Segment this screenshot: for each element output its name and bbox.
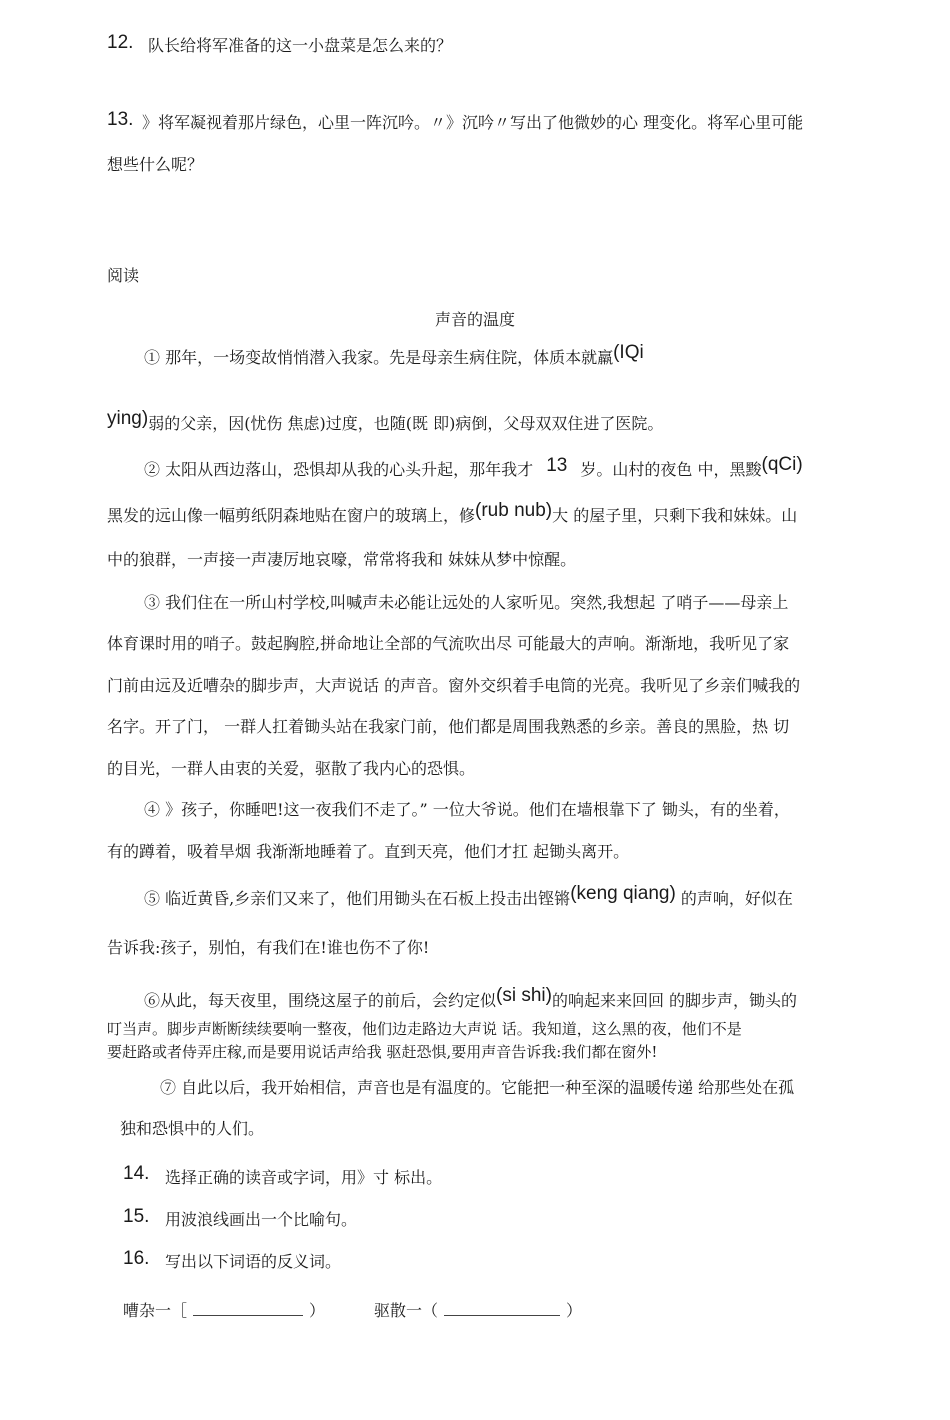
paragraph-2-line-1 [144,454,803,480]
paragraph-1-text-b: 弱的父亲，因(忧伤 焦虑)过度，也随(既 即)病倒，父母双双住进了医院。 [148,414,664,433]
paragraph-6-line-3: 要赶路或者侍弄庄稼,而是要用说话声给我 驱赶恐惧,要用声音告诉我:我们都在窗外! [107,1043,658,1061]
paragraph-5-line-2: 告诉我:孩子，别怕，有我们在!谁也伤不了你! [107,938,430,957]
paragraph-6-line-1 [144,985,798,1011]
paragraph-6-text-b: 的响起来来回回 的脚步声，锄头的 [551,991,798,1010]
paragraph-2-text-c: 黑发的远山像一幅剪纸阴森地贴在窗户的玻璃上，修 [107,506,476,525]
pinyin-sishi: (si shi) [496,985,552,1006]
paragraph-3-line-1: ③ 我们住在一所山村学校,叫喊声未必能让远处的人家听见。突然,我想起 了哨子——母亲上 [144,593,789,612]
paragraph-3-line-2: 体育课时用的哨子。鼓起胸腔,拼命地让全部的气流吹出尽 可能最大的声响。渐渐地，我听见了家 [107,634,790,653]
paragraph-1-line-2 [107,408,664,434]
paragraph-5-text-a: ⑤ 临近黄昏,乡亲们又来了，他们用锄头在石板上投击出铿锵 [144,889,571,908]
paragraph-2-line-3: 中的狼群，一声接一声凄厉地哀嚎，常常将我和 妹妹从梦中惊醒。 [107,550,577,569]
paragraph-2-text-d: 大 的屋子里，只剩下我和妹妹。山 [552,506,798,525]
pinyin-lei-part1: (IQi [613,342,644,363]
question-number-15: 15. [123,1206,150,1227]
pinyin-lei-part2: ying) [107,408,149,429]
antonym-a-label: 嘈杂一［ [123,1301,188,1320]
antonym-b-close: ） [566,1301,583,1320]
question-13-text-line2: 想些什么呢？ [107,155,204,174]
paragraph-2-text-b: 岁。山村的夜色 中，黑黢 [580,460,762,479]
article-title: 声音的温度 [434,310,515,329]
paragraph-3-line-4: 名字。开了门， 一群人扛着锄头站在我家门前，他们都是周围我熟悉的乡亲。善良的黑脸，热 切 [107,717,790,736]
paragraph-2-line-2 [107,500,798,526]
antonym-item-a [123,1301,325,1321]
section-label: 阅读 [107,266,140,285]
antonym-a-close: ） [309,1301,326,1320]
pinyin-qu: (qCi) [761,454,803,475]
paragraph-3-line-3: 门前由远及近嘈杂的脚步声，大声说话 的声音。窗外交织着手电筒的光亮。我听见了乡亲们喊我的 [107,676,801,695]
paragraph-4-line-1: ④ 》孩子，你睡吧!这一夜我们不走了。” 一位大爷说。他们在墙根靠下了 锄头，有的坐着， [144,800,790,819]
question-number-16: 16. [123,1248,150,1269]
paragraph-6-text-a: ⑥从此，每天夜里，围绕这屋子的前后，会约定似 [144,991,497,1010]
antonym-b-label: 驱散一（ [374,1301,439,1320]
paragraph-1-text-a: ① 那年，一场变故悄悄潜入我家。先是母亲生病住院，体质本就羸 [144,348,614,367]
antonym-a-blank[interactable] [193,1303,303,1316]
question-number-12: 12. [107,32,134,53]
antonym-item-b [374,1301,582,1321]
pinyin-xiu: (rub nub) [475,500,553,521]
question-number-13: 13. [107,109,134,130]
question-14-text: 选择正确的读音或字词，用》寸 标出。 [165,1168,443,1187]
question-13-text-line1: 》将军凝视着那片绿色，心里一阵沉吟。〃》沉吟〃写出了他微妙的心 理变化。将军心里可能 [142,113,804,132]
paragraph-1-line-1 [144,342,644,368]
paragraph-2-text-a: ② 太阳从西边落山，恐惧却从我的心头升起，那年我才 [144,460,534,479]
antonym-b-blank[interactable] [444,1303,560,1316]
pinyin-kengqiang: (keng qiang) [570,883,676,904]
paragraph-3-line-5: 的目光，一群人由衷的关爱，驱散了我内心的恐惧。 [107,759,476,778]
question-15-text: 用波浪线画出一个比喻句。 [165,1210,358,1229]
question-12-text: 队长给将军准备的这一小盘菜是怎么来的？ [148,36,453,55]
paragraph-6-line-2: 叮当声。脚步声断断续续要响一整夜，他们边走路边大声说 话。我知道，这么黑的夜，他们不是 [107,1020,742,1038]
question-number-14: 14. [123,1163,150,1184]
question-16-text: 写出以下词语的反义词。 [165,1252,342,1271]
paragraph-5-line-1 [144,883,793,909]
age-number: 13 [546,455,568,476]
paragraph-7-line-2: 独和恐惧中的人们。 [120,1119,265,1138]
paragraph-5-text-b: 的声响，好似在 [680,889,793,908]
paragraph-4-line-2: 有的蹲着，吸着旱烟 我渐渐地睡着了。直到天亮，他们才扛 起锄头离开。 [107,842,630,861]
paragraph-7-line-1: ⑦ 自此以后，我开始相信，声音也是有温度的。它能把一种至深的温暖传递 给那些处在孤 [160,1078,795,1097]
